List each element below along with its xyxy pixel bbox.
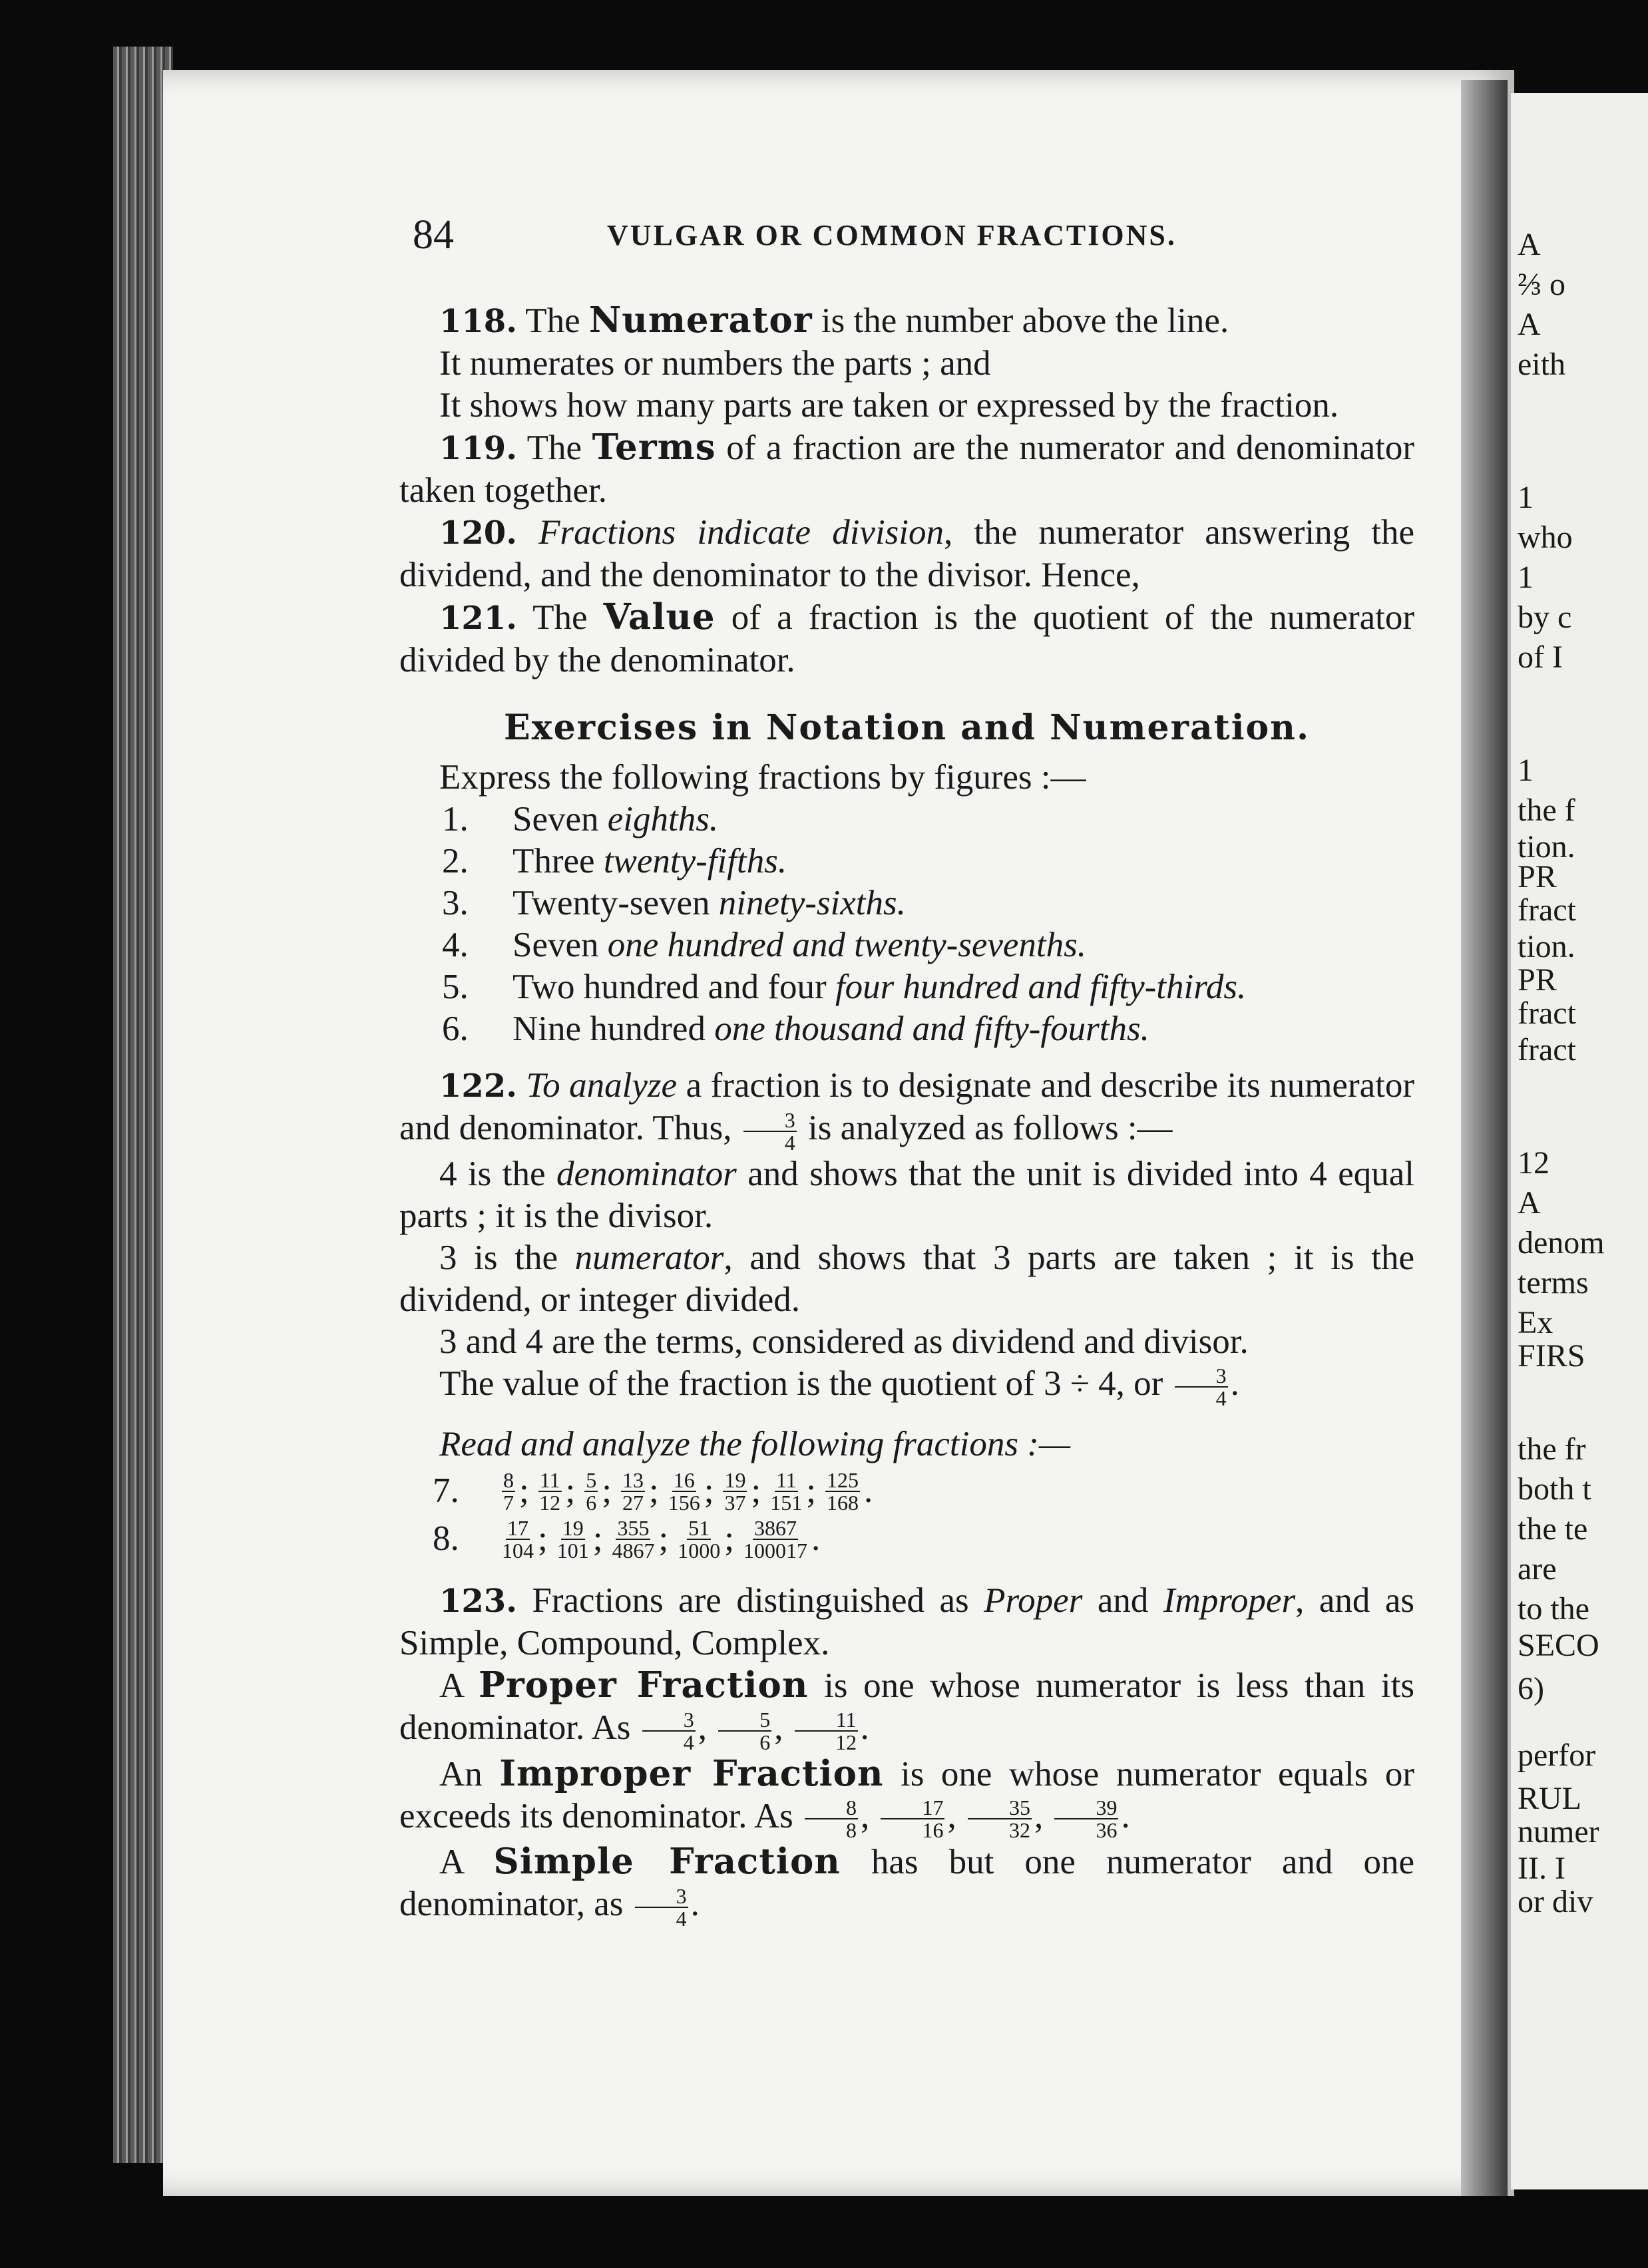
adjacent-page-text: RUL [1518,1781,1581,1816]
adjacent-page-text: 12 [1518,1145,1549,1181]
adjacent-page-text: Ex [1518,1305,1553,1340]
adjacent-page-text: 1 [1518,753,1534,788]
exercises-heading: Exercises in Notation and Numeration. [503,707,1311,748]
adjacent-page-text: eith [1518,347,1565,382]
fraction: $\frac{13}{27}$ [622,1467,644,1515]
read-intro: Read and analyze the following fractions :— [439,1424,1071,1463]
adjacent-page-text: PR [1518,859,1557,894]
simple-fraction-def: A Simple Fraction has but one numerator and one denominator, as $\frac{3}{4}$ . [399,1841,1414,1931]
fraction: $\frac{8}{7}$ [503,1467,514,1515]
express-exercise-list [399,799,1414,1050]
adjacent-page-text: fract [1518,996,1576,1031]
article-118-line3: It shows how many parts are taken or expressed by the fraction. [439,386,1339,425]
article-123: 123. Fractions are distinguished as Proper and Improper, and as Simple, Compound, Complex. [399,1581,1414,1662]
adjacent-page-text: tion. [1518,829,1575,864]
fraction: $\frac{355}{4867}$ [612,1515,655,1563]
fraction: $\frac{11}{12}$ [539,1467,561,1515]
term-numerator: Numerator [588,299,813,341]
adjacent-page-text: to the [1518,1591,1589,1626]
article-119: 119. The Terms of a fraction are the numerator and denominator taken together. [399,427,1414,510]
adjacent-page-text: are [1518,1551,1557,1587]
fraction: $\frac{3867}{100017}$ [743,1515,807,1563]
adjacent-page-text: II. I [1518,1851,1565,1886]
adjacent-page-text: SECO [1518,1628,1599,1663]
fraction: $\frac{51}{1000}$ [678,1515,721,1563]
adjacent-page-text: fract [1518,892,1576,928]
adjacent-page-text: ⅔ o [1518,267,1565,302]
analysis-terms: 3 and 4 are the terms, considered as dividend and divisor. [439,1322,1249,1361]
article-121: 121. The Value of a fraction is the quotient of the numerator divided by the denominator. [399,596,1414,679]
read-fraction-rows [399,1469,1414,1561]
fraction: $\frac{19}{101}$ [556,1515,589,1563]
fraction: $\frac{125}{168}$ [826,1467,859,1515]
express-item: 1. Seven eighths. [442,800,719,839]
adjacent-page-text: the te [1518,1511,1588,1547]
fraction: $\frac{17}{104}$ [502,1515,534,1563]
adjacent-page-text: FIRS [1518,1338,1585,1374]
running-head: VULGAR OR COMMON FRACTIONS. [607,219,1177,252]
fraction: $\frac{3}{4}$ [642,1709,696,1753]
adjacent-page-text: terms [1518,1265,1589,1300]
adjacent-page-text: who [1518,520,1573,555]
express-intro: Express the following fractions by figures :— [439,758,1086,797]
adjacent-page-text: both t [1518,1471,1591,1507]
article-120: 120. Fractions indicate division, the numerator answering the dividend, and the denominator to the divisor. Hence, [399,513,1414,594]
fraction: $\frac{11}{151}$ [770,1467,803,1515]
adjacent-page-fragment [1511,93,1648,2189]
fraction: $\frac{3}{4}$ [1175,1365,1228,1409]
adjacent-page-text: PR [1518,962,1557,998]
express-item: 2. Three twenty-fifths. [442,842,787,880]
adjacent-page-text: A [1518,227,1541,262]
article-122: 122. To analyze a fraction is to designate and describe its numerator and denominator. Thus, $\frac{3}{4}$ is analyzed as follows :— [399,1066,1415,1155]
express-item: 4. Seven one hundred and twenty-sevenths. [442,926,1087,964]
analysis-denominator: 4 is the denominator and shows that the unit is divided into 4 equal parts ; it is the divisor. [399,1154,1414,1235]
analysis-numerator: 3 is the numerator, and shows that 3 parts are taken ; it is the dividend, or integer divided. [399,1238,1414,1319]
fraction: $\frac{19}{37}$ [724,1467,746,1515]
adjacent-page-text: by c [1518,600,1572,635]
fraction: $\frac{5}{6}$ [586,1467,597,1515]
express-item: 6. Nine hundred one thousand and fifty-fourths. [442,1010,1149,1048]
express-item: 3. Twenty-seven ninety-sixths. [442,884,906,922]
adjacent-page-text: denom [1518,1225,1605,1260]
adjacent-page-text: perfor [1518,1738,1596,1773]
adjacent-page-text: numer [1518,1814,1599,1849]
fraction: $\frac{35}{32}$ [968,1797,1032,1841]
adjacent-page-text: tion. [1518,929,1575,964]
fraction: $\frac{17}{16}$ [881,1797,944,1841]
improper-fraction-def: An Improper Fraction is one whose numerator equals or exceeds its denominator. As $\frac{8}{8}$ , $\frac{17}{16}$ , $\frac{35}{32}$ , $\frac{39}{36}$ . [399,1752,1414,1843]
fraction: $\frac{11}{12}$ [795,1709,858,1753]
adjacent-page-text: A [1518,1185,1541,1221]
term-terms: Terms [592,427,716,468]
fraction: $\frac{16}{156}$ [668,1467,700,1515]
adjacent-page-text: 1 [1518,480,1534,515]
fraction: $\frac{39}{36}$ [1054,1797,1118,1841]
fraction: $\frac{3}{4}$ [743,1109,797,1153]
analysis-value: The value of the fraction is the quotient of 3 ÷ 4, or $\frac{3}{4}$ . [439,1363,1239,1410]
fraction-exercise-row: 8. $\frac{17}{104}$ ; $\frac{19}{101}$ ; $\frac{355}{4867}$ ; $\frac{51}{1000}$ ; $\frac{3867}{100017}$ . [433,1515,821,1563]
adjacent-page-text: of I [1518,640,1563,675]
adjacent-page-text: fract [1518,1032,1576,1067]
adjacent-page-text: A [1518,307,1541,342]
page-number: 84 [413,212,454,258]
fraction-exercise-row: 7. $\frac{8}{7}$ ; $\frac{11}{12}$ ; $\frac{5}{6}$ ; $\frac{13}{27}$ ; $\frac{16}{156}$ ; $\frac{19}{37}$ ; $\frac{11}{151}$ ; $\frac{125}{168}$ . [433,1467,873,1515]
adjacent-page-text: the f [1518,793,1575,828]
article-118: 118. The Numerator is the number above the line. [439,299,1229,341]
article-118-line2: It numerates or numbers the parts ; and [439,344,991,383]
page-header [413,212,1238,258]
adjacent-page-text: or div [1518,1884,1593,1919]
page-body [399,299,1414,1929]
fraction: $\frac{8}{8}$ [805,1797,858,1841]
fraction: $\frac{3}{4}$ [635,1885,688,1929]
fraction: $\frac{5}{6}$ [718,1709,771,1753]
adjacent-page-text: the fr [1518,1431,1586,1467]
express-item: 5. Two hundred and four four hundred and fifty-thirds. [442,968,1247,1006]
term-value: Value [603,596,716,638]
adjacent-page-text: 1 [1518,560,1534,595]
proper-fraction-def: A Proper Fraction is one whose numerator is less than its denominator. As $\frac{3}{4}$ , $\frac{5}{6}$ , $\frac{11}{12}$ . [399,1664,1414,1754]
page-gutter [1461,80,1508,2196]
adjacent-page-text: 6) [1518,1671,1544,1706]
